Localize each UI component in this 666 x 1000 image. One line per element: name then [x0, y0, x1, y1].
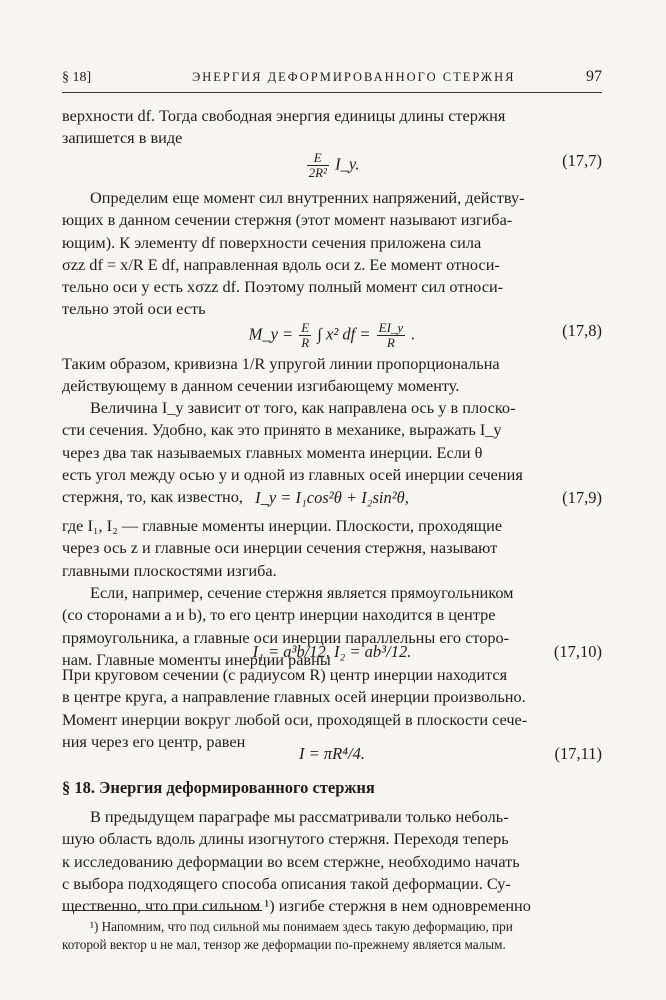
- text-line: через ось z и главные оси инерции сечения стержня, называют: [62, 538, 498, 558]
- page-number: 97: [586, 68, 602, 85]
- text-line: тельно оси y есть xσzz df. Поэтому полный момент сил относи-: [62, 277, 504, 297]
- equation-17-7: [62, 145, 602, 180]
- text-line: сти сечения. Удобно, как это принято в механике, выражать I_y: [62, 420, 502, 440]
- text-line: В предыдущем параграфе мы рассматривали только неболь-: [90, 807, 509, 826]
- text-line: верхности df. Тогда свободная энергия единицы длины стержня: [62, 106, 506, 125]
- paragraph-5: [62, 515, 602, 582]
- text-line: Таким образом, кривизна 1/R упругой линии пропорциональна: [62, 354, 500, 373]
- equation-17-8: [62, 315, 602, 350]
- text-line: шую область вдоль длины изогнутого стержня. Переходя теперь: [62, 829, 509, 849]
- equation-body: $\frac{E}{\text{2R²}}$ I_y.: [308, 150, 360, 180]
- text-line: с выбора подходящего способа описания такой деформации. Су-: [62, 873, 511, 893]
- equation-number: (17,11): [554, 744, 602, 763]
- text-line: Величина I_y зависит от того, как направлена ось y в плоско-: [90, 398, 516, 417]
- paragraph-2: [62, 187, 602, 321]
- running-header: [62, 68, 602, 93]
- equation-number: (17,10): [553, 642, 602, 661]
- paragraph-8: [62, 806, 602, 917]
- equation-body: I_y = I₁cos²θ + I₂sin²θ,: [255, 488, 409, 507]
- header-title: ЭНЕРГИЯ ДЕФОРМИРОВАННОГО СТЕРЖНЯ: [192, 70, 516, 84]
- text-line: главными плоскостями изгиба.: [62, 560, 277, 580]
- text-line: прямоугольника, а главные оси инерции параллельны его сторо-: [62, 627, 510, 647]
- text-line: стержня, то, как известно,: [62, 487, 243, 507]
- equation-number: (17,9): [562, 488, 602, 507]
- text-line: где I₁, I₂ — главные моменты инерции. Плоскости, проходящие: [62, 516, 503, 535]
- equation-body: I = πR⁴/4.: [299, 744, 365, 763]
- header-section: § 18]: [62, 70, 92, 85]
- fraction: $\frac{EI\_y}{R}$: [378, 320, 404, 350]
- footnote: [62, 918, 602, 953]
- text-line: есть угол между осью y и одной из главных осей инерции сечения: [62, 464, 523, 484]
- text-line: (со сторонами a и b), то его центр инерции находится в центре: [62, 605, 496, 625]
- equation-17-11: [62, 738, 602, 770]
- text-line: в центре круга, а направление главных осей инерции произвольно.: [62, 687, 526, 707]
- footnote-line: которой вектор u не мал, тензор же деформации по-прежнему является малым.: [62, 936, 506, 952]
- text-line: запишется в виде: [62, 128, 183, 148]
- equation-body: M_y = $\frac{E}{R}$ ∫ x² df = $\frac{EI\_y}{R}$ .: [248, 320, 416, 350]
- text-line: через два так называемых главных момента инерции. Если θ: [62, 442, 483, 462]
- text-line: ющих в данном сечении стержня (этот момент называют изгиба-: [62, 210, 513, 230]
- equation-17-9: [62, 482, 602, 514]
- text-line: действующему в данном сечении изгибающему моменту.: [62, 376, 460, 396]
- text-line: Определим еще момент сил внутренних напряжений, действу-: [90, 188, 525, 207]
- text-line: нам. Главные моменты инерции равны: [62, 649, 331, 669]
- text-line: ния через его центр, равен: [62, 731, 246, 751]
- paragraph-3: [62, 353, 602, 398]
- text-line: к исследованию деформации во всем стержне, необходимо начать: [62, 851, 520, 871]
- text-line: Момент инерции вокруг любой оси, проходящей в плоскости сече-: [62, 709, 528, 729]
- equation-number: (17,7): [562, 151, 602, 170]
- paragraph-1: [62, 105, 602, 150]
- equation-body: I₁ = a³b/12, I₂ = ab³/12.: [252, 642, 412, 661]
- text-line: ющим). К элементу df поверхности сечения приложена сила: [62, 232, 482, 252]
- section-heading: § 18. Энергия деформированного стержня: [62, 778, 375, 797]
- text-line: σzz df = x/R E df, направленная вдоль оси z. Ее момент относи-: [62, 254, 500, 274]
- fraction: $\frac{E}{\text{2R²}}$: [308, 150, 327, 180]
- footnote-line: ¹) Напомним, что под сильной мы понимаем здесь такую деформацию, при: [90, 919, 513, 934]
- footnote-divider: [62, 910, 262, 911]
- text-line: Если, например, сечение стержня является прямоугольником: [90, 583, 514, 602]
- fraction: $\frac{E}{R}$: [301, 320, 310, 350]
- text-line: тельно этой оси есть: [62, 299, 206, 319]
- text-line: щественно, что при сильном ¹) изгибе стержня в нем одновременно: [62, 896, 531, 916]
- equation-number: (17,8): [562, 321, 602, 340]
- text-line: При круговом сечении (с радиусом R) центр инерции находится: [62, 665, 508, 684]
